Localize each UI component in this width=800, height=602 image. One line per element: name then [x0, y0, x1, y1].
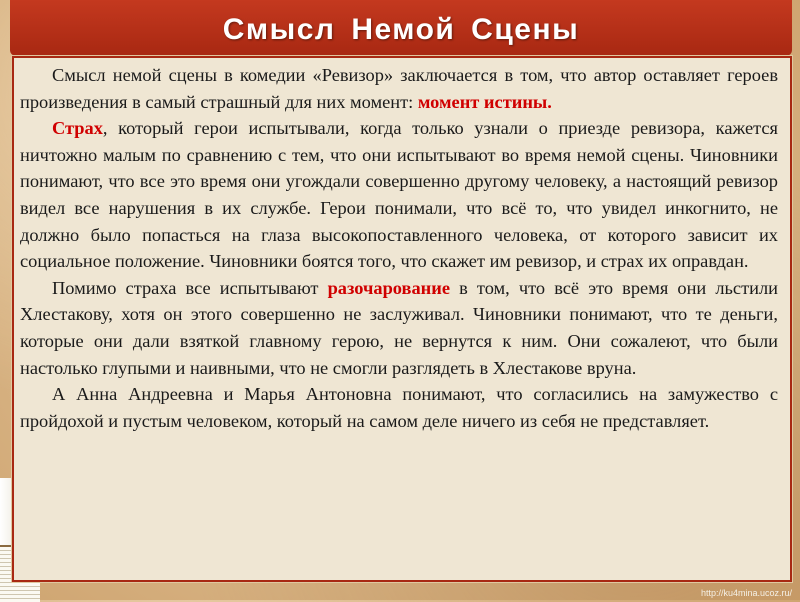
paragraph-3-text-start: Помимо страха все испытывают: [52, 277, 328, 298]
footer-url: http://ku4mina.ucoz.ru/: [700, 588, 792, 598]
title-bar: [10, 0, 792, 56]
paragraph-1-highlight: момент истины.: [417, 91, 552, 112]
paragraph-4-text: А Анна Андреевна и Марья Антоновна понимают, что согласились на замужество с пройдохой и пустым человеком, который на самом деле ничего из себя не представляет.: [20, 384, 778, 431]
slide-title: Смысл Немой Сцены: [222, 13, 580, 46]
body-text: [20, 62, 778, 434]
paragraph-3: [20, 275, 778, 381]
content-card: [12, 56, 792, 582]
paragraph-3-text-end: в том, что всё это время они льстили Хлестакову, хотя он этого совершенно не заслуживал. Чиновники понимают, что те деньги, которые они дали взяткой главному герою, не вернутся к ним. Они сожалеют, что были настолько глупыми и наивными, что не смогли разглядеть в Хлестакове вруна.: [20, 277, 778, 378]
paragraph-1: [20, 62, 778, 115]
paragraph-1-text: Смысл немой сцены в комедии «Ревизор» заключается в том, что автор оставляет героев произведения в самый страшный для них момент:: [20, 65, 778, 112]
paragraph-2-text: , который герои испытывали, когда только узнали о приезде ревизора, кажется ничтожно малым по сравнению с тем, что они испытывают во время немой сцены. Чиновники понимают, что все это время они угождали совершенно другому человеку, а настоящий ревизор видел все нарушения в их службе. Герои понимали, что всё то, что увидел инкогнито, не должно было попасться на глаза высокопоставленного человека, от которого зависит их социальное положение. Чиновники боятся того, что скажет им ревизор, и страх их оправдан.: [20, 118, 778, 272]
paragraph-4: [20, 381, 778, 434]
paragraph-2: [20, 115, 778, 275]
paragraph-2-highlight: Страх: [52, 118, 103, 139]
paragraph-3-highlight: разочарование: [327, 277, 451, 298]
